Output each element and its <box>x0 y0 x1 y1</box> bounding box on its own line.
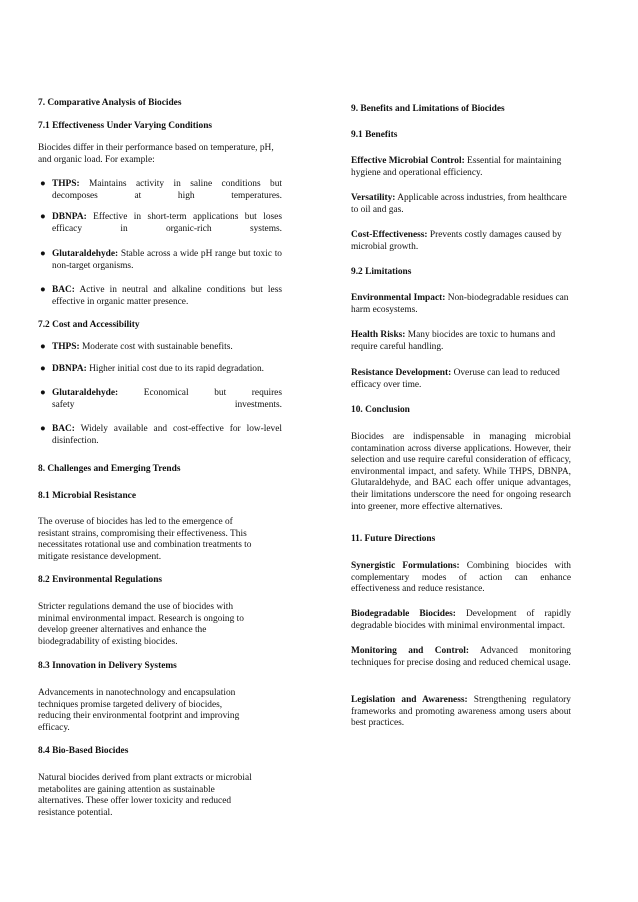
bullet-term: DBNPA: <box>52 364 87 374</box>
item-text: Development of rapidly degradable biocides with minimal environmental impact. <box>351 609 572 631</box>
list-item <box>351 156 571 179</box>
section-11-heading: 11. Future Directions <box>351 534 436 544</box>
item-text: Non-biodegradable residues can harm ecosystems. <box>351 293 569 315</box>
bullet-text: Maintains activity in saline conditions but decomposes at high temperatures. <box>52 179 282 201</box>
item-term: Effective Microbial Control: <box>351 156 465 166</box>
section-7-heading: 7. Comparative Analysis of Biocides <box>38 98 182 108</box>
bullet-icon: ● <box>40 212 46 222</box>
item-text: Advanced monitoring techniques for precise dosing and reduced chemical usage. <box>351 646 571 668</box>
item-text: Many biocides are toxic to humans and require careful handling. <box>351 330 556 352</box>
list-item <box>351 368 571 391</box>
item-text: Essential for maintaining hygiene and operational efficiency. <box>351 156 562 178</box>
bullet-text: Stable across a wide pH range but toxic to non-target organisms. <box>52 249 282 271</box>
bullet-icon: ● <box>40 424 46 434</box>
section-8-3-heading: 8.3 Innovation in Delivery Systems <box>38 661 177 671</box>
item-term: Health Risks: <box>351 330 406 340</box>
item-term: Monitoring and Control: <box>351 646 469 656</box>
section-9-heading: 9. Benefits and Limitations of Biocides <box>351 104 505 114</box>
bullet-text: Moderate cost with sustainable benefits. <box>79 342 233 352</box>
list-item <box>351 646 571 669</box>
bullet-term: BAC: <box>52 424 75 434</box>
section-7-1-heading: 7.1 Effectiveness Under Varying Conditions <box>38 121 213 131</box>
bullet-term: DBNPA: <box>52 212 87 222</box>
bullet-icon: ● <box>40 179 46 189</box>
section-8-1-text: The overuse of biocides has led to the emergence of resistant strains, compromising their effectiveness. This necessitates rotational use and combination treatments to mitigate resistance development. <box>38 517 252 562</box>
list-item <box>351 293 571 316</box>
section-7-1-intro: Biocides differ in their performance based on temperature, pH, and organic load. For example: <box>38 143 274 165</box>
item-text: Combining biocides with complementary modes of action can enhance effectiveness and reduce resistance. <box>351 561 571 595</box>
item-term: Legislation and Awareness: <box>351 695 468 705</box>
list-item <box>351 330 571 353</box>
item-term: Versatility: <box>351 193 396 203</box>
bullet-icon: ● <box>40 364 46 374</box>
item-text: Prevents costly damages caused by microbial growth. <box>351 230 562 252</box>
list-item <box>351 561 571 596</box>
bullet-text: Economical but requires safety investments. <box>52 388 282 410</box>
bullet-term: BAC: <box>52 285 75 295</box>
item-term: Biodegradable Biocides: <box>351 609 456 619</box>
item-term: Environmental Impact: <box>351 293 446 303</box>
section-8-2-text: Stricter regulations demand the use of biocides with minimal environmental impact. Research is ongoing to develop greener alternatives and enhance the biodegradability of existing biocides. <box>38 602 244 647</box>
section-10-heading: 10. Conclusion <box>351 405 410 415</box>
bullet-text: Widely available and cost-effective for low-level disinfection. <box>52 424 282 446</box>
section-7-2-heading: 7.2 Cost and Accessibility <box>38 320 140 330</box>
section-9-2-heading: 9.2 Limitations <box>351 267 412 277</box>
bullet-term: Glutaraldehyde: <box>52 249 119 259</box>
list-item <box>351 193 571 216</box>
bullet-text: Effective in short-term applications but loses efficacy in organic-rich systems. <box>52 212 282 234</box>
section-8-heading: 8. Challenges and Emerging Trends <box>38 464 181 474</box>
item-text: Applicable across industries, from healthcare to oil and gas. <box>351 193 567 215</box>
bullet-term: Glutaraldehyde: <box>52 388 119 398</box>
section-10-text: Biocides are indispensable in managing microbial contamination across diverse applications. However, their selection and use require careful consideration of efficacy, environmental impact, and safety. While THPS, DBNPA, Glutaraldehyde, and BAC each offer unique advantages, their limitations underscore the need for ongoing research into greener, more effective alternatives. <box>351 432 571 512</box>
list-item <box>351 609 571 632</box>
item-text: Overuse can lead to reduced efficacy over time. <box>351 368 560 390</box>
bullet-text: Active in neutral and alkaline conditions but less effective in organic matter presence. <box>52 285 282 307</box>
section-8-2-heading: 8.2 Environmental Regulations <box>38 575 163 585</box>
section-8-4-heading: 8.4 Bio-Based Biocides <box>38 746 129 756</box>
section-8-3-text: Advancements in nanotechnology and encapsulation techniques promise targeted delivery of biocides, reducing their environmental footprint and improving efficacy. <box>38 688 240 733</box>
item-term: Resistance Development: <box>351 368 452 378</box>
bullet-text: Higher initial cost due to its rapid degradation. <box>86 364 265 374</box>
bullet-icon: ● <box>40 285 46 295</box>
section-8-4-text: Natural biocides derived from plant extracts or microbial metabolites are gaining attention as sustainable alternatives. These offer lower toxicity and reduced resistance potential. <box>38 773 252 818</box>
bullet-icon: ● <box>40 249 46 259</box>
bullet-term: THPS: <box>52 179 80 189</box>
list-item <box>351 230 571 253</box>
item-text: Strengthening regulatory frameworks and promoting awareness among users about best practices. <box>351 695 571 729</box>
section-8-1-heading: 8.1 Microbial Resistance <box>38 491 136 501</box>
item-term: Synergistic Formulations: <box>351 561 460 571</box>
bullet-icon: ● <box>40 342 46 352</box>
item-term: Cost-Effectiveness: <box>351 230 428 240</box>
section-9-1-heading: 9.1 Benefits <box>351 130 398 140</box>
list-item <box>351 695 571 730</box>
bullet-term: THPS: <box>52 342 80 352</box>
bullet-icon: ● <box>40 388 46 398</box>
